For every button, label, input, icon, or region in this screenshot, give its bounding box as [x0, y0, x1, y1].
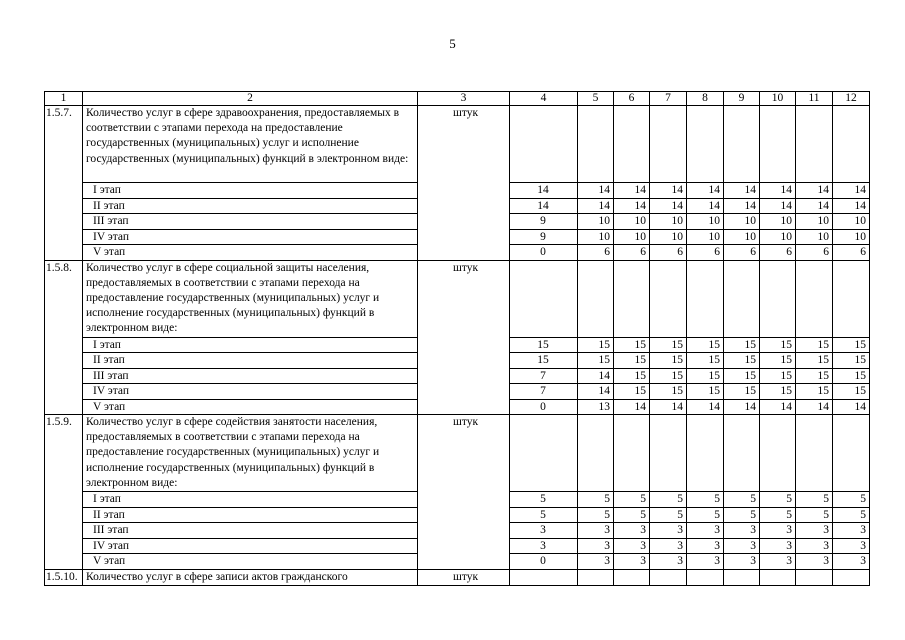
value-cell: 15 [687, 337, 724, 353]
stage-label: V этап [83, 399, 418, 415]
value-cell: 3 [833, 523, 870, 539]
value-cell: 5 [724, 492, 760, 508]
section-title: Количество услуг в сфере здравоохранения, предоставляемых в соответствии с этапами перехода на предоставление государственных (муниципальных) услуг и исполнение государственных (муниципальных) функций в электронном виде: [83, 106, 418, 183]
value-cell: 9 [510, 229, 578, 245]
value-cell [687, 260, 724, 337]
value-cell: 5 [578, 492, 614, 508]
value-cell [687, 106, 724, 183]
section-title: Количество услуг в сфере социальной защиты населения, предоставляемых в соответствии с этапами перехода на предоставление государственных (муниципальных) услуг и исполнение государственных (муниципальных) функций в электронном виде: [83, 260, 418, 337]
value-cell: 10 [578, 229, 614, 245]
value-cell [510, 415, 578, 492]
value-cell: 14 [687, 198, 724, 214]
value-cell: 14 [760, 198, 796, 214]
value-cell: 6 [614, 245, 650, 261]
value-cell: 3 [578, 554, 614, 570]
value-cell: 15 [650, 384, 687, 400]
header-cell: 5 [578, 92, 614, 106]
value-cell: 3 [724, 523, 760, 539]
stage-row [45, 183, 870, 199]
header-cell: 4 [510, 92, 578, 106]
value-cell: 15 [760, 368, 796, 384]
stage-label: I этап [83, 183, 418, 199]
value-cell [760, 260, 796, 337]
unit-cell-empty [418, 554, 510, 570]
value-cell: 5 [614, 507, 650, 523]
stage-label: IV этап [83, 229, 418, 245]
header-cell: 6 [614, 92, 650, 106]
value-cell: 7 [510, 368, 578, 384]
value-cell: 15 [760, 337, 796, 353]
stage-row [45, 384, 870, 400]
unit-cell: штук [418, 569, 510, 585]
value-cell: 10 [687, 214, 724, 230]
value-cell: 3 [833, 538, 870, 554]
value-cell: 15 [614, 337, 650, 353]
stage-row [45, 198, 870, 214]
value-cell: 3 [796, 523, 833, 539]
stage-label: III этап [83, 523, 418, 539]
value-cell: 14 [614, 183, 650, 199]
unit-cell: штук [418, 106, 510, 183]
value-cell: 14 [724, 399, 760, 415]
stage-label: III этап [83, 368, 418, 384]
value-cell: 3 [614, 554, 650, 570]
unit-cell-empty [418, 492, 510, 508]
value-cell [724, 106, 760, 183]
value-cell: 15 [614, 368, 650, 384]
value-cell: 10 [833, 229, 870, 245]
value-cell: 10 [760, 229, 796, 245]
value-cell: 3 [796, 538, 833, 554]
value-cell: 15 [724, 384, 760, 400]
value-cell: 15 [796, 384, 833, 400]
value-cell: 10 [724, 214, 760, 230]
value-cell: 0 [510, 554, 578, 570]
value-cell [833, 260, 870, 337]
stage-label: IV этап [83, 538, 418, 554]
unit-cell: штук [418, 260, 510, 337]
value-cell [796, 260, 833, 337]
value-cell [760, 569, 796, 585]
value-cell [578, 106, 614, 183]
value-cell: 15 [760, 353, 796, 369]
value-cell [578, 415, 614, 492]
value-cell: 15 [796, 337, 833, 353]
value-cell: 14 [578, 183, 614, 199]
stage-label: II этап [83, 198, 418, 214]
header-cell: 1 [45, 92, 83, 106]
value-cell: 15 [510, 337, 578, 353]
value-cell [614, 260, 650, 337]
value-cell: 5 [724, 507, 760, 523]
value-cell [614, 415, 650, 492]
value-cell: 14 [833, 183, 870, 199]
value-cell: 3 [687, 523, 724, 539]
stage-label: II этап [83, 507, 418, 523]
value-cell: 5 [833, 492, 870, 508]
stage-label: IV этап [83, 384, 418, 400]
value-cell: 15 [687, 368, 724, 384]
unit-cell-empty [418, 353, 510, 369]
value-cell: 10 [650, 214, 687, 230]
value-cell: 14 [510, 183, 578, 199]
stage-row [45, 492, 870, 508]
value-cell: 10 [724, 229, 760, 245]
value-cell [687, 415, 724, 492]
unit-cell-empty [418, 214, 510, 230]
stage-row [45, 337, 870, 353]
value-cell: 10 [796, 214, 833, 230]
section-code: 1.5.7. [45, 106, 83, 261]
value-cell [760, 415, 796, 492]
value-cell: 14 [724, 198, 760, 214]
value-cell: 15 [724, 368, 760, 384]
value-cell: 14 [796, 183, 833, 199]
unit-cell-empty [418, 245, 510, 261]
value-cell: 3 [724, 554, 760, 570]
value-cell: 14 [796, 198, 833, 214]
value-cell: 5 [510, 492, 578, 508]
header-cell: 7 [650, 92, 687, 106]
value-cell: 14 [510, 198, 578, 214]
value-cell: 3 [650, 538, 687, 554]
unit-cell-empty [418, 523, 510, 539]
value-cell: 3 [510, 523, 578, 539]
value-cell: 7 [510, 384, 578, 400]
section-title-row [45, 106, 870, 183]
stage-row [45, 507, 870, 523]
value-cell: 5 [833, 507, 870, 523]
section-title: Количество услуг в сфере записи актов гражданского [83, 569, 418, 585]
value-cell: 5 [687, 507, 724, 523]
value-cell [833, 569, 870, 585]
value-cell: 5 [510, 507, 578, 523]
value-cell: 6 [760, 245, 796, 261]
section-code: 1.5.9. [45, 415, 83, 570]
header-cell: 3 [418, 92, 510, 106]
value-cell: 3 [578, 538, 614, 554]
value-cell: 10 [833, 214, 870, 230]
unit-cell-empty [418, 538, 510, 554]
header-cell: 8 [687, 92, 724, 106]
value-cell [614, 106, 650, 183]
value-cell: 14 [796, 399, 833, 415]
section-code: 1.5.10. [45, 569, 83, 585]
value-cell: 15 [650, 353, 687, 369]
value-cell: 15 [724, 353, 760, 369]
value-cell [833, 415, 870, 492]
unit-cell: штук [418, 415, 510, 492]
value-cell: 14 [614, 198, 650, 214]
value-cell: 14 [650, 399, 687, 415]
header-cell: 10 [760, 92, 796, 106]
value-cell: 14 [833, 198, 870, 214]
stage-label: V этап [83, 554, 418, 570]
value-cell [724, 260, 760, 337]
section-title-row [45, 260, 870, 337]
stage-label: I этап [83, 492, 418, 508]
unit-cell-empty [418, 183, 510, 199]
value-cell [833, 106, 870, 183]
value-cell: 14 [578, 198, 614, 214]
value-cell: 6 [833, 245, 870, 261]
value-cell: 3 [614, 523, 650, 539]
value-cell [614, 569, 650, 585]
value-cell: 15 [578, 337, 614, 353]
value-cell: 3 [687, 554, 724, 570]
value-cell: 6 [578, 245, 614, 261]
value-cell: 10 [650, 229, 687, 245]
stage-row [45, 229, 870, 245]
table-body [45, 92, 870, 586]
value-cell: 15 [724, 337, 760, 353]
value-cell: 5 [796, 492, 833, 508]
value-cell: 3 [796, 554, 833, 570]
value-cell: 14 [687, 183, 724, 199]
value-cell: 14 [760, 183, 796, 199]
section-title-row [45, 415, 870, 492]
value-cell: 14 [578, 384, 614, 400]
value-cell: 10 [796, 229, 833, 245]
value-cell: 15 [833, 337, 870, 353]
value-cell: 3 [724, 538, 760, 554]
value-cell: 10 [614, 229, 650, 245]
value-cell: 14 [614, 399, 650, 415]
value-cell: 15 [796, 368, 833, 384]
value-cell: 10 [760, 214, 796, 230]
value-cell: 6 [650, 245, 687, 261]
value-cell: 3 [687, 538, 724, 554]
value-cell [510, 260, 578, 337]
value-cell: 15 [687, 353, 724, 369]
value-cell [724, 415, 760, 492]
header-cell: 2 [83, 92, 418, 106]
stage-row [45, 538, 870, 554]
stage-row [45, 214, 870, 230]
section-code: 1.5.8. [45, 260, 83, 415]
stage-label: II этап [83, 353, 418, 369]
value-cell: 3 [833, 554, 870, 570]
value-cell [650, 569, 687, 585]
value-cell: 3 [510, 538, 578, 554]
value-cell: 5 [796, 507, 833, 523]
stage-label: V этап [83, 245, 418, 261]
value-cell: 0 [510, 245, 578, 261]
value-cell: 14 [578, 368, 614, 384]
value-cell [796, 415, 833, 492]
value-cell: 3 [760, 554, 796, 570]
value-cell [724, 569, 760, 585]
value-cell [650, 260, 687, 337]
value-cell: 5 [578, 507, 614, 523]
value-cell: 3 [650, 523, 687, 539]
header-cell: 12 [833, 92, 870, 106]
value-cell: 3 [614, 538, 650, 554]
value-cell: 0 [510, 399, 578, 415]
value-cell: 10 [578, 214, 614, 230]
value-cell: 14 [650, 183, 687, 199]
stage-row [45, 399, 870, 415]
value-cell: 15 [510, 353, 578, 369]
value-cell: 6 [687, 245, 724, 261]
stage-row [45, 554, 870, 570]
value-cell: 13 [578, 399, 614, 415]
value-cell [687, 569, 724, 585]
stage-row [45, 353, 870, 369]
value-cell: 3 [578, 523, 614, 539]
value-cell: 15 [650, 337, 687, 353]
value-cell [510, 106, 578, 183]
value-cell: 3 [760, 538, 796, 554]
unit-cell-empty [418, 368, 510, 384]
value-cell: 14 [650, 198, 687, 214]
header-cell: 11 [796, 92, 833, 106]
unit-cell-empty [418, 337, 510, 353]
stage-row [45, 368, 870, 384]
value-cell: 5 [760, 507, 796, 523]
header-cell: 9 [724, 92, 760, 106]
value-cell: 15 [760, 384, 796, 400]
stage-label: I этап [83, 337, 418, 353]
unit-cell-empty [418, 198, 510, 214]
value-cell: 14 [760, 399, 796, 415]
value-cell: 14 [687, 399, 724, 415]
section-title-row [45, 569, 870, 585]
value-cell: 9 [510, 214, 578, 230]
unit-cell-empty [418, 229, 510, 245]
value-cell: 15 [687, 384, 724, 400]
unit-cell-empty [418, 507, 510, 523]
value-cell: 5 [760, 492, 796, 508]
value-cell [796, 106, 833, 183]
value-cell: 15 [650, 368, 687, 384]
value-cell: 15 [833, 384, 870, 400]
value-cell: 14 [833, 399, 870, 415]
value-cell [650, 106, 687, 183]
stage-label: III этап [83, 214, 418, 230]
page-number: 5 [449, 36, 456, 51]
value-cell [578, 569, 614, 585]
value-cell: 3 [760, 523, 796, 539]
value-cell [510, 569, 578, 585]
value-cell: 15 [796, 353, 833, 369]
unit-cell-empty [418, 384, 510, 400]
value-cell [578, 260, 614, 337]
value-cell: 15 [833, 353, 870, 369]
value-cell: 15 [614, 384, 650, 400]
value-cell [760, 106, 796, 183]
value-cell: 5 [650, 492, 687, 508]
services-table [44, 91, 870, 586]
value-cell: 3 [650, 554, 687, 570]
value-cell: 14 [724, 183, 760, 199]
value-cell: 10 [614, 214, 650, 230]
value-cell: 5 [687, 492, 724, 508]
value-cell: 5 [650, 507, 687, 523]
unit-cell-empty [418, 399, 510, 415]
section-title: Количество услуг в сфере содействия занятости населения, предоставляемых в соответствии с этапами перехода на предоставление государственных (муниципальных) услуг и исполнение государственных (муниципальных) функций в электронном виде: [83, 415, 418, 492]
stage-row [45, 523, 870, 539]
value-cell: 15 [578, 353, 614, 369]
value-cell [650, 415, 687, 492]
stage-row [45, 245, 870, 261]
value-cell: 15 [833, 368, 870, 384]
value-cell: 10 [687, 229, 724, 245]
value-cell: 6 [724, 245, 760, 261]
value-cell: 6 [796, 245, 833, 261]
value-cell [796, 569, 833, 585]
value-cell: 15 [614, 353, 650, 369]
header-row [45, 92, 870, 106]
value-cell: 5 [614, 492, 650, 508]
